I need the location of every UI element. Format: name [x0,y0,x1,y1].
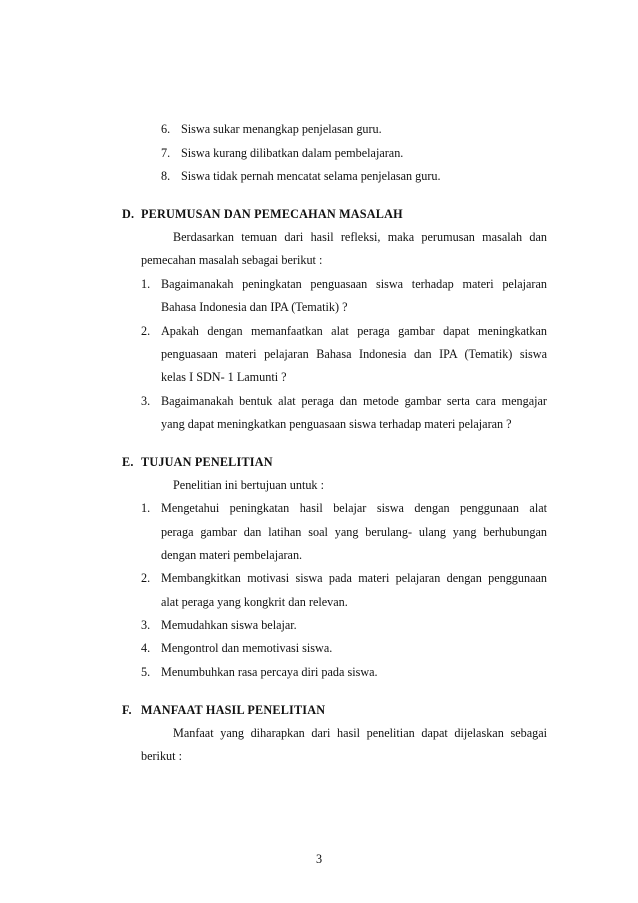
section-e-intro: Penelitian ini bertujuan untuk : [173,478,324,492]
list-number: 1. [141,277,151,291]
list-number: 6. [161,122,171,136]
section-e-label: E. [122,455,134,469]
list-number: 4. [141,641,151,655]
list-item-text: dengan materi pembelajaran. [161,548,303,562]
list-item-text: Bagaimanakah bentuk alat peraga dan metode gambar serta cara mengajar [161,394,547,408]
list-item-text: Mengontrol dan memotivasi siswa. [161,641,333,655]
list-number: 7. [161,146,171,160]
list-number: 5. [141,665,151,679]
list-item-text: Bahasa Indonesia dan IPA (Tematik) ? [161,300,348,314]
list-item-text: yang dapat meningkatkan penguasaan siswa terhadap materi pelajaran ? [161,417,512,431]
list-item-text: kelas I SDN- 1 Lamunti ? [161,370,287,384]
list-item-text: Memudahkan siswa belajar. [161,618,297,632]
section-d-intro-line: pemecahan masalah sebagai berikut : [141,253,323,267]
list-number: 1. [141,501,151,515]
list-item-text: alat peraga yang kongkrit dan relevan. [161,595,348,609]
section-d-label: D. [122,207,135,221]
list-item-text: Siswa kurang dilibatkan dalam pembelajaran. [181,146,404,160]
list-item-text: Menumbuhkan rasa percaya diri pada siswa. [161,665,378,679]
list-number: 3. [141,394,151,408]
list-number: 2. [141,324,151,338]
list-item-text: Mengetahui peningkatan hasil belajar siswa dengan penggunaan alat [161,501,547,515]
section-d-intro-line: Berdasarkan temuan dari hasil refleksi, maka perumusan masalah dan [173,230,547,244]
list-item-text: Siswa tidak pernah mencatat selama penjelasan guru. [181,169,441,183]
list-item-text: Apakah dengan memanfaatkan alat peraga gambar dapat meningkatkan [161,324,547,338]
list-item-text: peraga gambar dan latihan soal yang berulang- ulang yang berhubungan [161,525,547,539]
section-e-title: TUJUAN PENELITIAN [141,455,273,469]
section-f-intro-line: Manfaat yang diharapkan dari hasil penelitian dapat dijelaskan sebagai [173,726,547,740]
list-number: 8. [161,169,171,183]
section-f-title: MANFAAT HASIL PENELITIAN [141,703,326,717]
list-item-text: Bagaimanakah peningkatan penguasaan siswa terhadap materi pelajaran [161,277,547,291]
list-number: 2. [141,571,151,585]
section-d-title: PERUMUSAN DAN PEMECAHAN MASALAH [141,207,403,221]
page-number: 3 [315,852,323,866]
section-f-label: F. [122,703,132,717]
list-item-text: Siswa sukar menangkap penjelasan guru. [181,122,382,136]
list-number: 3. [141,618,151,632]
list-item-text: penguasaan materi pelajaran Bahasa Indonesia dan IPA (Tematik) siswa [161,347,547,361]
list-item-text: Membangkitkan motivasi siswa pada materi pelajaran dengan penggunaan [161,571,547,585]
section-f-intro-line: berikut : [141,749,182,763]
